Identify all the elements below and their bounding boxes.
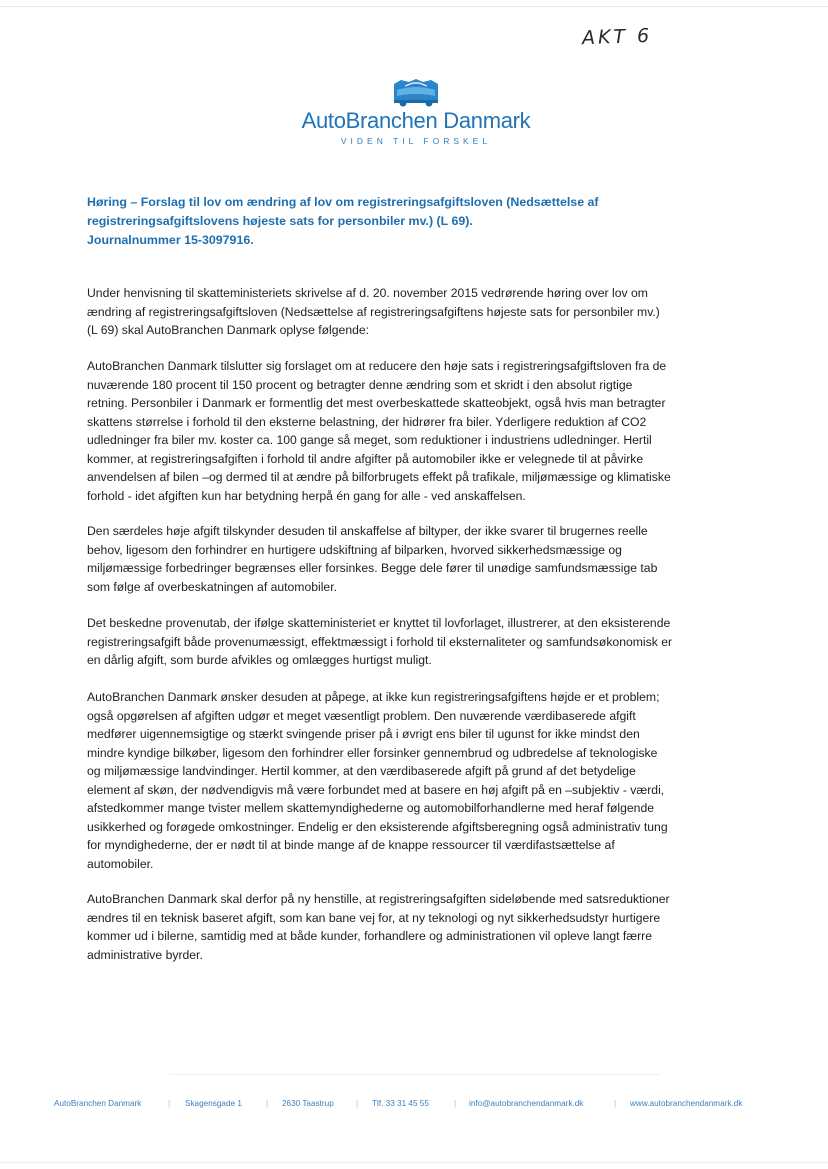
footer-website[interactable]: www.autobranchendanmark.dk [630, 1099, 743, 1108]
text-line: anvendelsen af bilen –og dermed til at ændre på bilforbrugets effekt på trafikale, miljømæssige og klimatiske [87, 470, 671, 484]
text-line: kommer ud i bilerne, samtidig med at både kunder, forhandlere og administrationen vil opleve langt færre [87, 929, 652, 943]
scan-bottom-edge [0, 1162, 828, 1163]
text-line: miljømæssige forbedringer begrænses eller forsinkes. Begge dele fører til unødige samfundsmæssige tab [87, 561, 658, 575]
text-line: og miljømæssige landvindinger. Hertil kommer, at den værdibaserede afgift på grund af det betydelige [87, 764, 636, 778]
text-line: mindre kyndige bilkøber, ligesom den forhindrer eller forsinker gennembrud og udbredelse af teknologiske [87, 745, 658, 760]
text-line: skattens størrelse i forhold til den eksterne belastning, der hidrører fra biler. Yderligere reduktion af CO2 [87, 414, 647, 429]
car-logo-icon [391, 78, 441, 108]
footer-divider [170, 1074, 660, 1075]
logo-tagline: VIDEN TIL FORSKEL [340, 136, 492, 146]
footer-city: 2630 Taastrup [282, 1099, 334, 1108]
paragraph-intro [87, 284, 727, 340]
text-line: som følge af overbeskatningen af automobiler. [87, 579, 337, 594]
text-line: Det beskedne provenutab, der ifølge skatteministeriet er knyttet til lovforlaget, illustrerer, at den eksisterende [87, 616, 671, 630]
text-line: nuværende 180 procent til 150 procent og betragter denne ændring som et skridt i den absolut rigtige [87, 377, 633, 392]
text-line: for myndighederne, der er nødt til at binde mange af de knappe ressourcer til værdifastsættelse af [87, 838, 615, 852]
footer-company: AutoBranchen Danmark [54, 1099, 142, 1108]
subject-line: registreringsafgiftslovens højeste sats for personbiler mv.) (L 69). [87, 214, 473, 228]
footer-separator: | [168, 1099, 171, 1108]
subject-line: Høring – Forslag til lov om ændring af lov om registreringsafgiftsloven (Nedsættelse af [87, 195, 599, 209]
text-line: kommer, at registreringsafgiften i forhold til andre afgifter på automobiler ikke er velegnede til at påvirke [87, 451, 644, 466]
footer-address: Skagensgade 1 [185, 1099, 242, 1108]
text-line: administrative byrder. [87, 947, 203, 962]
footer-phone: Tlf. 33 31 45 55 [372, 1099, 429, 1108]
text-line: AutoBranchen Danmark tilslutter sig forslaget om at reducere den høje sats i registreringsafgiftsloven fra de [87, 359, 667, 373]
text-line: medfører uigennemsigtige og stærkt svingende priser på i øvrigt ens biler til ugunst for ikke mindst den [87, 727, 640, 741]
text-line: (L 69) skal AutoBranchen Danmark oplyse følgende: [87, 323, 370, 337]
text-line: AutoBranchen Danmark skal derfor på ny henstille, at registreringsafgiften sideløbende med satsreduktioner [87, 892, 670, 906]
text-line: registreringsafgift både provenumæssigt, effektmæssigt i forhold til eksternaliteter og samfundsøkonomisk er [87, 634, 673, 649]
text-line: ændres til en teknisk baseret afgift, som kan bane vej for, at ny teknologi og nyt sikkerhedsudstyr hurtigere [87, 910, 661, 925]
logo-wordmark: AutoBranchen Danmark [301, 108, 531, 133]
text-line: Under henvisning til skatteministeriets skrivelse af d. 20. november 2015 vedrørende høring over lov om [87, 286, 648, 300]
text-line: behov, ligesom den forhindrer en hurtigere udskiftning af bilparken, hvorved sikkerhedsmæssige og [87, 542, 622, 557]
text-line: usikkerhed og forøgede omkostninger. Endelig er den eksisterende afgiftsberegning også administrativ tung [87, 819, 668, 834]
footer-email[interactable]: info@autobranchendanmark.dk [469, 1099, 584, 1108]
paragraph-support [87, 357, 727, 505]
footer-separator: | [356, 1099, 359, 1108]
text-line: en dårlig afgift, som burde afvikles og omlægges hurtigst muligt. [87, 653, 432, 667]
text-line: forhold - idet afgiften kun har betydning herpå én gang for alle - ved anskaffelsen. [87, 488, 526, 503]
text-line: retning. Personbiler i Danmark er formentlig det mest overbeskattede skatteobjekt, også hvis man betragter [87, 396, 666, 410]
text-line: udledninger fra biler mv. koster ca. 100 gange så meget, som reduktioner i industriens udledninger. Hertil [87, 433, 652, 447]
text-line: element af skøn, der nødvendigvis må være forbundet med at basere en høj afgift på en –subjektiv - værdi, [87, 782, 665, 797]
footer [54, 1099, 774, 1113]
text-line: Den særdeles høje afgift tilskynder desuden til anskaffelse af biltyper, der ikke svarer til brugernes reelle [87, 524, 648, 538]
paragraph-valuation [87, 688, 727, 873]
text-line: automobiler. [87, 856, 154, 871]
subject-heading [87, 193, 687, 250]
text-line: AutoBranchen Danmark ønsker desuden at påpege, at ikke kun registreringsafgiftens højde er et problem; [87, 690, 660, 704]
handwritten-annotation: AKT 6 [581, 24, 653, 50]
text-line: afstedkommer mange tvister mellem skattemyndighederne og automobilforhandlerne med heraf følgende [87, 801, 655, 815]
subject-line: Journalnummer 15-3097916. [87, 233, 254, 247]
footer-separator: | [614, 1099, 617, 1108]
paragraph-high-tax [87, 522, 727, 596]
scan-top-edge [0, 6, 828, 7]
text-line: også opgørelsen af afgiften udgør et meget væsentligt problem. Den nuværende værdibaserede afgift [87, 708, 636, 723]
footer-separator: | [266, 1099, 269, 1108]
paragraph-revenue [87, 614, 727, 670]
paragraph-conclusion [87, 890, 727, 964]
text-line: ændring af registreringsafgiftsloven (Nedsættelse af registreringsafgiftens højeste sats for personbiler mv.) [87, 304, 660, 319]
footer-separator: | [454, 1099, 457, 1108]
